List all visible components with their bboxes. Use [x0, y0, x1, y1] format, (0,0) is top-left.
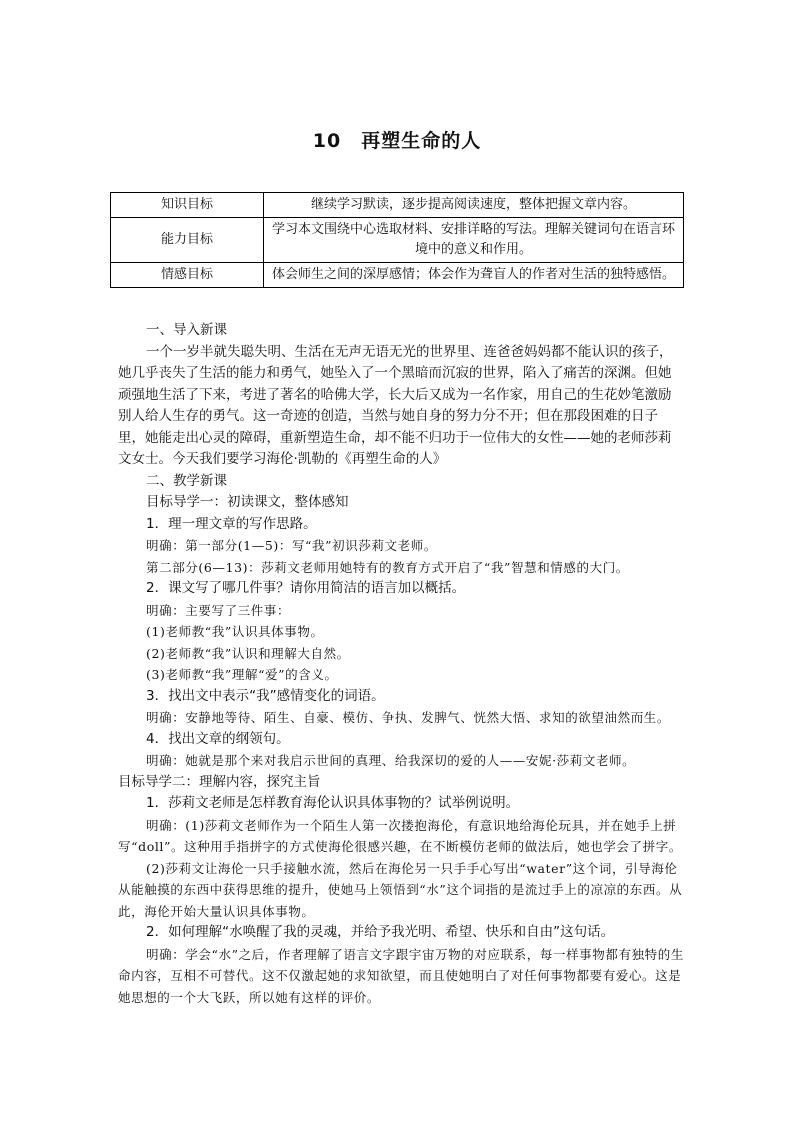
- question: 2．如何理解“水唤醒了我的灵魂，并给予我光明、希望、快乐和自由”这句话。: [146, 924, 615, 940]
- answer: 明确：她就是那个来对我启示世间的真理、给我深切的爱的人——安妮·莎莉文老师。: [146, 753, 636, 768]
- answer: 明确：(1)莎莉文老师作为一个陌生人第一次搂抱海伦，有意识地给海伦玩具，并在她手上拼写“doll”。这种用手指拼字的方式使海伦很感兴趣，在不断模仿老师的做法后，她也学会了拼字。: [118, 817, 682, 854]
- goal-heading: 目标导学二：理解内容，探究主旨: [118, 773, 321, 790]
- answer: 明确：主要写了三件事：: [146, 602, 291, 618]
- answer: (2)莎莉文让海伦一只手接触水流，然后在海伦另一只手手心写出“water”这个词，引导海伦从能触摸的东西中获得思维的提升，使她马上领悟到“水”这个词指的是流过手上的凉凉的东西。从此，海伦开始大量认识具体事物。: [118, 860, 683, 919]
- question: 4．找出文章的纲领句。: [146, 730, 290, 747]
- goal-label: 能力目标: [111, 218, 264, 263]
- lesson-body: [118, 320, 684, 1008]
- intro-paragraph: 一个一岁半就失聪失明、生活在无声无语无光的世界里、连爸爸妈妈都不能认识的孩子，她几乎丧失了生活的能力和勇气，她坠入了一个黑暗而沉寂的世界，陷入了痛苦的深渊。但她顽强地生活了下来，考进了著名的哈佛大学，长大后又成为一名作家，用自己的生花妙笔激励别人给人生存的勇气。这一奇迹的创造，当然与她自身的努力分不开；但在那段困难的日子里，她能走出心灵的障碍，重新塑造生命，却不能不归功于一位伟大的女性——她的老师莎莉文女士。今天我们要学习海伦·凯勒的《再塑生命的人》: [118, 343, 673, 467]
- question: 2．课文写了哪几件事？请你用简洁的语言加以概括。: [146, 580, 466, 596]
- answer: 明确：学会“水”之后，作者理解了语言文字跟宇宙万物的对应联系，每一样事物都有独特的生命内容，互相不可替代。这不仅激起她的求知欲望，而且使她明白了对任何事物都要有爱心。这是她思想的一个大飞跃，所以她有这样的评价。: [118, 946, 684, 1005]
- question: 1．理一理文章的写作思路。: [146, 515, 317, 532]
- answer: (2)老师教“我”认识和理解大自然。: [146, 645, 350, 661]
- teaching-goals-table: [110, 192, 684, 288]
- goal-label: 情感目标: [111, 263, 264, 288]
- answer: (3)老师教“我”理解“爱”的含义。: [146, 667, 338, 682]
- answer: 明确：安静地等待、陌生、自豪、模仿、争执、发脾气、恍然大悟、求知的欲望油然而生。: [146, 710, 671, 725]
- answer: (1)老师教“我”认识具体事物。: [146, 624, 324, 639]
- goal-content: 体会师生之间的深厚感情；体会作为聋盲人的作者对生活的独特感悟。: [264, 263, 684, 288]
- answer: 第二部分(6—13)：莎莉文老师用她特有的教育方式开启了“我”智慧和情感的大门。: [146, 559, 629, 575]
- section-heading: 二、教学新课: [146, 472, 227, 489]
- goal-content: 学习本文围绕中心选取材料、安排详略的写法。理解关键词句在语言环境中的意义和作用。: [264, 218, 684, 263]
- goal-heading: 目标导学一：初读课文，整体感知: [146, 494, 349, 510]
- question: 1．莎莉文老师是怎样教育海伦认识具体事物的？试举例说明。: [146, 795, 520, 811]
- answer: 明确：第一部分(1—5)：写“我”初识莎莉文老师。: [146, 538, 437, 553]
- question: 3．找出文中表示“我”感情变化的词语。: [146, 687, 385, 704]
- page-title: 10 再塑生命的人: [312, 130, 482, 152]
- goal-content: 继续学习默读，逐步提高阅读速度，整体把握文章内容。: [264, 193, 684, 218]
- goal-row-knowledge: [111, 193, 684, 218]
- goal-row-emotion: [111, 263, 684, 288]
- goal-label: 知识目标: [111, 193, 264, 218]
- section-heading: 一、导入新课: [146, 322, 227, 338]
- goal-row-ability: [111, 218, 684, 263]
